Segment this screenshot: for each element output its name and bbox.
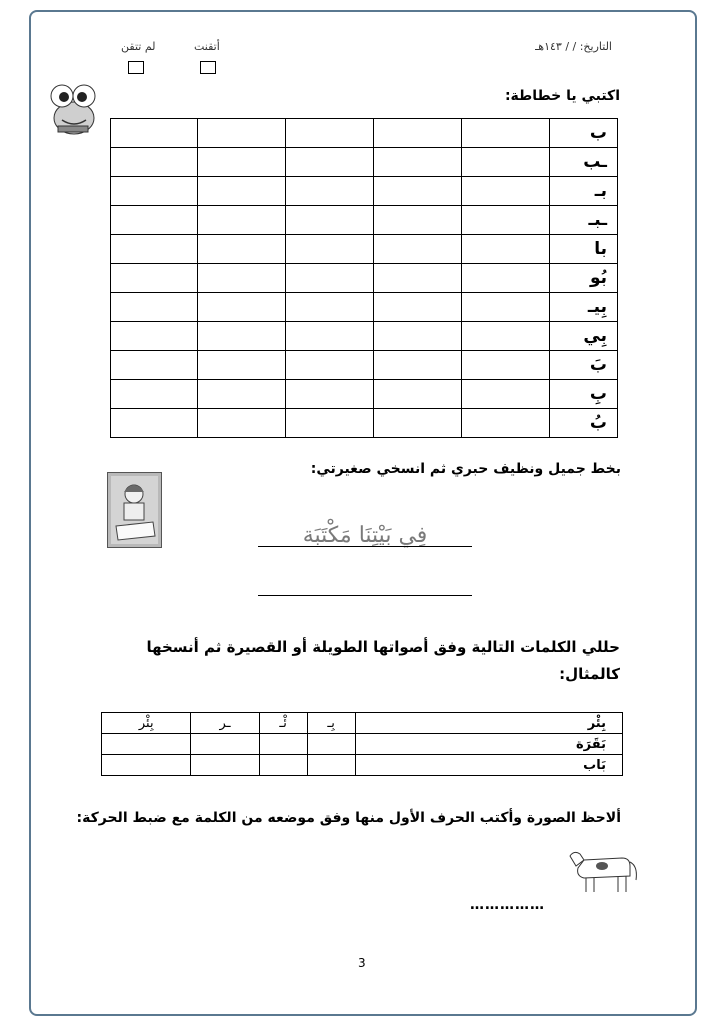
syllable-cell[interactable]: [191, 734, 259, 755]
writing-cell[interactable]: [374, 264, 462, 293]
grid-row: [111, 351, 618, 380]
first-letter-instruction: ألاحظ الصورة وأكتب الحرف الأول منها وفق موضعه من الكلمة مع ضبط الحركة:: [76, 810, 621, 826]
writing-cell[interactable]: [286, 148, 374, 177]
syllable-cell[interactable]: [307, 734, 355, 755]
writing-cell[interactable]: [462, 322, 550, 351]
writing-cell[interactable]: [374, 351, 462, 380]
writing-cell[interactable]: [198, 119, 286, 148]
writing-cell[interactable]: [198, 380, 286, 409]
writing-cell[interactable]: [198, 148, 286, 177]
syllable-cell[interactable]: بِـ: [307, 713, 355, 734]
word-cell: بِئْر: [355, 713, 622, 734]
writing-cell[interactable]: [374, 235, 462, 264]
writing-cell[interactable]: [198, 264, 286, 293]
model-phrase: فِي بَيْتِنَا مَكْتَبَة: [302, 523, 428, 548]
writing-cell[interactable]: [374, 148, 462, 177]
grid-row: [111, 177, 618, 206]
grid-row: [111, 206, 618, 235]
writing-cell[interactable]: [111, 119, 198, 148]
syllable-table: [101, 712, 623, 776]
writing-cell[interactable]: [374, 177, 462, 206]
grid-row: [111, 235, 618, 264]
date-label: التاريخ: / / ١٤٣هـ: [535, 40, 612, 53]
writing-cell[interactable]: [462, 380, 550, 409]
syllable-cell[interactable]: [259, 755, 307, 776]
letter-cell: بُ: [550, 409, 618, 438]
letter-cell: بُو: [550, 264, 618, 293]
frog-image: [44, 82, 104, 138]
writing-cell[interactable]: [374, 206, 462, 235]
writing-cell[interactable]: [462, 119, 550, 148]
syllable-cell[interactable]: [307, 755, 355, 776]
writing-cell[interactable]: [374, 409, 462, 438]
syllable-row: [102, 713, 623, 734]
writing-cell[interactable]: [462, 293, 550, 322]
writing-cell[interactable]: [286, 177, 374, 206]
writing-cell[interactable]: [462, 177, 550, 206]
writing-cell[interactable]: [111, 380, 198, 409]
grid-row: [111, 380, 618, 409]
writing-cell[interactable]: [198, 177, 286, 206]
syllable-cell[interactable]: [102, 734, 191, 755]
writing-cell[interactable]: [286, 351, 374, 380]
letter-cell: بَ: [550, 351, 618, 380]
writing-cell[interactable]: [286, 293, 374, 322]
writing-cell[interactable]: [374, 293, 462, 322]
writing-cell[interactable]: [111, 148, 198, 177]
writing-cell[interactable]: [111, 351, 198, 380]
grid-row: [111, 264, 618, 293]
writing-cell[interactable]: [111, 235, 198, 264]
writing-cell[interactable]: [286, 206, 374, 235]
girl-writing-image: [107, 472, 162, 548]
writing-cell[interactable]: [286, 322, 374, 351]
writing-cell[interactable]: [462, 148, 550, 177]
writing-cell[interactable]: [111, 322, 198, 351]
syllable-row: [102, 734, 623, 755]
letter-cell: بِ: [550, 380, 618, 409]
copy-line-2[interactable]: [258, 595, 472, 596]
writing-cell[interactable]: [198, 235, 286, 264]
syllable-cell[interactable]: [191, 755, 259, 776]
writing-cell[interactable]: [374, 119, 462, 148]
writing-cell[interactable]: [198, 351, 286, 380]
syllable-cell[interactable]: بِئْر: [102, 713, 191, 734]
writing-cell[interactable]: [286, 264, 374, 293]
writing-cell[interactable]: [198, 322, 286, 351]
cow-image: [564, 846, 644, 896]
writing-cell[interactable]: [286, 409, 374, 438]
answer-blank[interactable]: ……………: [470, 897, 545, 913]
writing-cell[interactable]: [286, 380, 374, 409]
writing-cell[interactable]: [111, 264, 198, 293]
letter-cell: بِيـ: [550, 293, 618, 322]
grid-row: [111, 322, 618, 351]
letter-cell: ـبـ: [550, 206, 618, 235]
syllable-cell[interactable]: [259, 734, 307, 755]
letter-cell: با: [550, 235, 618, 264]
analyze-instruction-line1: حللي الكلمات التالية وفق أصواتها الطويلة أو القصيرة ثم أنسخها: [146, 638, 620, 656]
writing-cell[interactable]: [374, 380, 462, 409]
writing-cell[interactable]: [462, 351, 550, 380]
grid-row: [111, 119, 618, 148]
copy-instruction: بخط جميل ونظيف حبري ثم انسخي صغيرتي:: [310, 461, 621, 477]
writing-cell[interactable]: [111, 177, 198, 206]
writing-cell[interactable]: [462, 206, 550, 235]
writing-cell[interactable]: [462, 409, 550, 438]
writing-cell[interactable]: [198, 293, 286, 322]
writing-cell[interactable]: [111, 293, 198, 322]
handwriting-title: اكتبي يا خطاطة:: [504, 88, 620, 104]
letter-cell: ب: [550, 119, 618, 148]
word-cell: بَاب: [355, 755, 622, 776]
letter-cell: بِي: [550, 322, 618, 351]
writing-cell[interactable]: [374, 322, 462, 351]
writing-cell[interactable]: [111, 206, 198, 235]
not-mastered-label: لم تتقن: [121, 40, 156, 53]
letter-practice-grid: [110, 118, 618, 438]
writing-cell[interactable]: [462, 235, 550, 264]
writing-cell[interactable]: [198, 206, 286, 235]
syllable-row: [102, 755, 623, 776]
letter-cell: ـب: [550, 148, 618, 177]
syllable-cell[interactable]: [102, 755, 191, 776]
syllable-cell[interactable]: ئْـ: [259, 713, 307, 734]
grid-row: [111, 148, 618, 177]
syllable-cell[interactable]: ـر: [191, 713, 259, 734]
writing-cell[interactable]: [111, 409, 198, 438]
writing-cell[interactable]: [462, 264, 550, 293]
grid-row: [111, 409, 618, 438]
writing-cell[interactable]: [286, 235, 374, 264]
analyze-instruction-line2: كالمثال:: [559, 665, 620, 683]
grid-row: [111, 293, 618, 322]
page-number: 3: [358, 956, 366, 970]
word-cell: بَقَرَة: [355, 734, 622, 755]
writing-cell[interactable]: [198, 409, 286, 438]
writing-cell[interactable]: [286, 119, 374, 148]
letter-cell: بـ: [550, 177, 618, 206]
not-mastered-checkbox[interactable]: [128, 61, 144, 74]
mastered-label: أتقنت: [194, 40, 220, 53]
copy-line-1[interactable]: [258, 546, 472, 547]
mastered-checkbox[interactable]: [200, 61, 216, 74]
